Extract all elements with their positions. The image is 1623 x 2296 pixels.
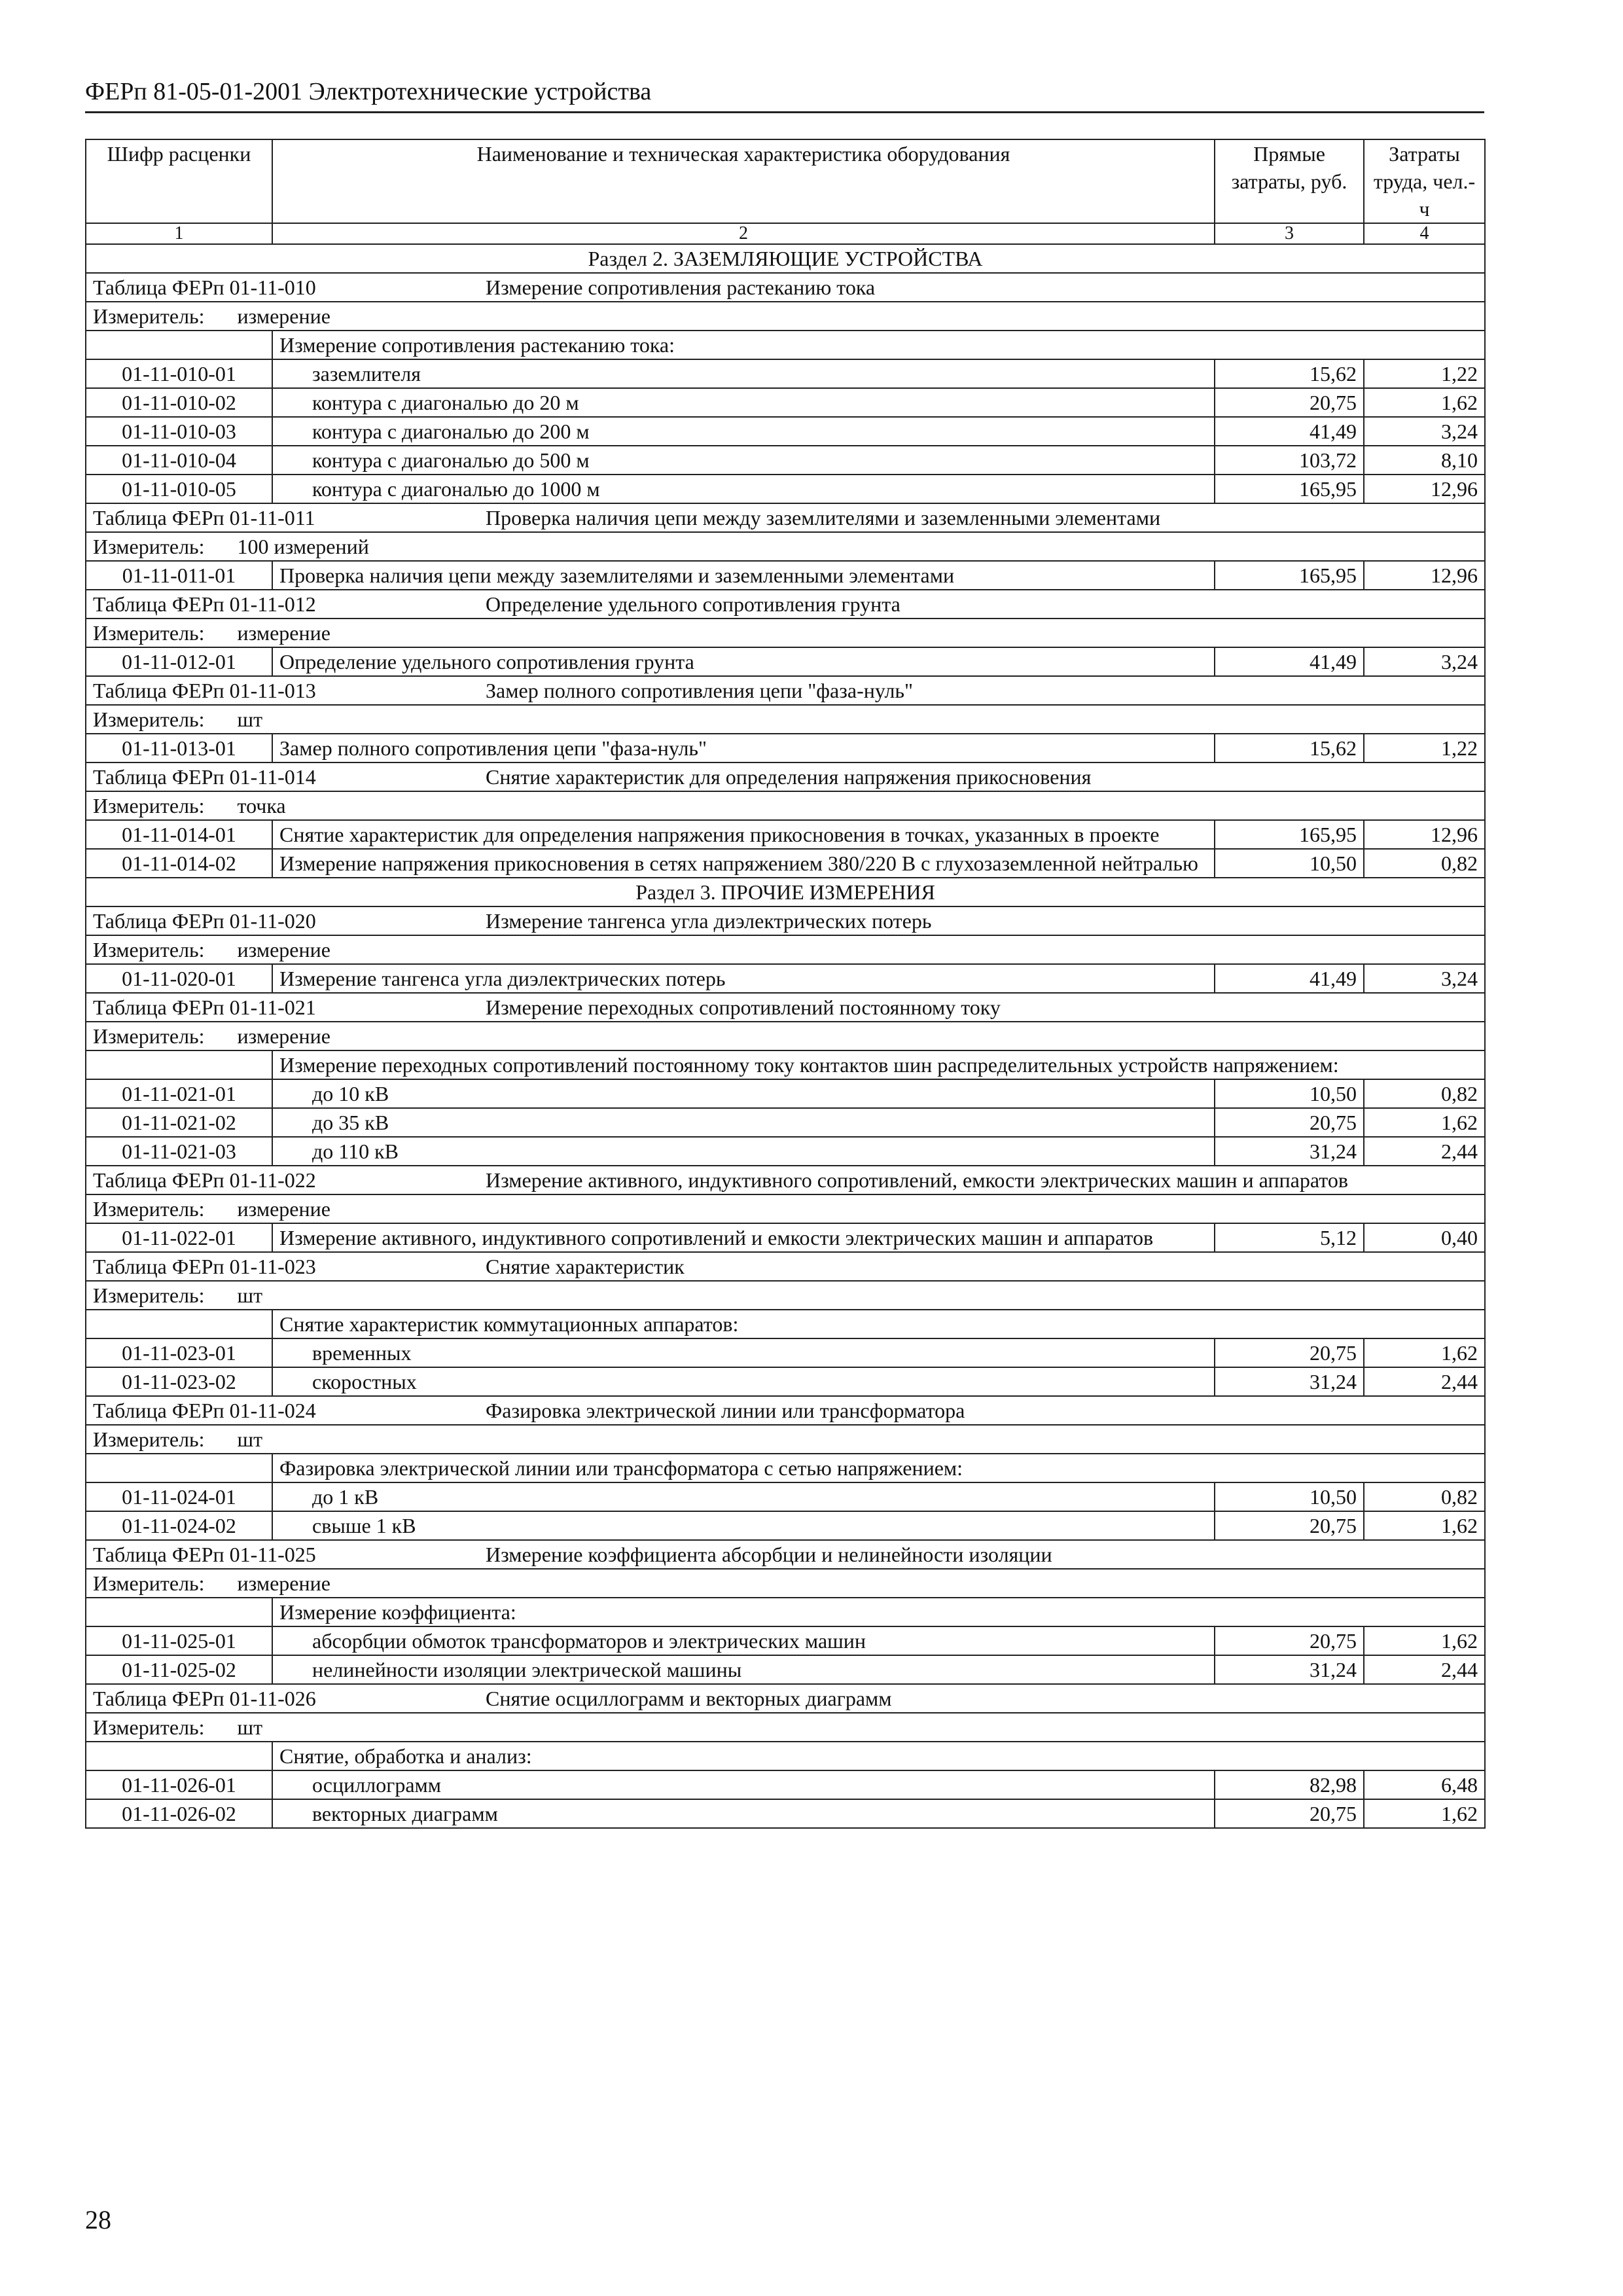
direct-cost: 165,95 [1215,475,1364,503]
table-title [86,762,1485,791]
table-title [86,1540,1485,1569]
measure-label: Измеритель: [93,304,205,328]
table-row [86,1770,1485,1799]
measure-cell [86,705,1485,734]
direct-cost: 10,50 [1215,1482,1364,1511]
table-title [86,1252,1485,1281]
group-text: Измерение сопротивления растеканию тока: [272,331,1485,359]
group-text: Снятие характеристик коммутационных аппаратов: [272,1310,1485,1338]
group-code-cell [86,1454,272,1482]
rate-description: Определение удельного сопротивления грунта [272,647,1215,676]
labor-cost: 3,24 [1364,417,1485,446]
rate-code: 01-11-023-02 [86,1367,272,1396]
measure-value: измерение [237,938,330,961]
table-row [86,561,1485,590]
measure-value: измерение [237,1571,330,1595]
rate-description: до 1 кВ [272,1482,1215,1511]
rate-code: 01-11-011-01 [86,561,272,590]
measure-value: измерение [237,1024,330,1048]
measure-label: Измеритель: [93,1024,205,1048]
group-text: Измерение коэффициента: [272,1598,1485,1626]
table-title-name: Фазировка электрической линии или трансформатора [486,1399,965,1422]
group-text: Снятие, обработка и анализ: [272,1742,1485,1770]
table-title-row [86,273,1485,302]
group-text: Фазировка электрической линии или трансформатора с сетью напряжением: [272,1454,1485,1482]
labor-cost: 0,40 [1364,1223,1485,1252]
rate-description: свыше 1 кВ [272,1511,1215,1540]
col-header-code: Шифр расценки [86,139,272,223]
rate-code: 01-11-023-01 [86,1338,272,1367]
measure-row [86,302,1485,331]
measure-row [86,1194,1485,1223]
table-row [86,1626,1485,1655]
rate-code: 01-11-010-03 [86,417,272,446]
rate-code: 01-11-021-01 [86,1079,272,1108]
rate-code: 01-11-010-02 [86,388,272,417]
labor-cost: 0,82 [1364,1079,1485,1108]
labor-cost: 0,82 [1364,1482,1485,1511]
rate-description: до 35 кВ [272,1108,1215,1137]
table-row [86,1223,1485,1252]
measure-label: Измеритель: [93,1197,205,1221]
col-number: 1 [86,223,272,244]
table-title-code: Таблица ФЕРп 01-11-025 [93,1543,316,1566]
rate-code: 01-11-010-04 [86,446,272,475]
section-heading: Раздел 2. ЗАЗЕМЛЯЮЩИЕ УСТРОЙСТВА [86,244,1485,273]
labor-cost: 1,62 [1364,1108,1485,1137]
measure-cell [86,619,1485,647]
measure-cell [86,1194,1485,1223]
table-row [86,388,1485,417]
labor-cost: 1,62 [1364,1511,1485,1540]
direct-cost: 82,98 [1215,1770,1364,1799]
rate-description: Проверка наличия цепи между заземлителями и заземленными элементами [272,561,1215,590]
table-title-row [86,906,1485,935]
table-title-name: Замер полного сопротивления цепи "фаза-нуль" [486,679,914,702]
table-title [86,1396,1485,1425]
table-title-row [86,1166,1485,1194]
measure-label: Измеритель: [93,1283,205,1307]
direct-cost: 20,75 [1215,1799,1364,1828]
table-row [86,1511,1485,1540]
direct-cost: 20,75 [1215,1108,1364,1137]
table-title-row [86,590,1485,619]
table-row [86,734,1485,762]
measure-value: шт [237,1427,263,1451]
table-title-code: Таблица ФЕРп 01-11-026 [93,1687,316,1710]
table-title-row [86,762,1485,791]
direct-cost: 103,72 [1215,446,1364,475]
table-title-code: Таблица ФЕРп 01-11-012 [93,592,316,616]
measure-row [86,1425,1485,1454]
direct-cost: 41,49 [1215,417,1364,446]
measure-cell [86,1569,1485,1598]
table-title-code: Таблица ФЕРп 01-11-011 [93,506,315,529]
rate-description: векторных диаграмм [272,1799,1215,1828]
table-title-name: Определение удельного сопротивления грунта [486,592,901,616]
rate-description: Снятие характеристик для определения напряжения прикосновения в точках, указанных в проекте [272,820,1215,849]
table-row [86,1079,1485,1108]
direct-cost: 20,75 [1215,388,1364,417]
table-row [86,417,1485,446]
table-body [86,244,1485,1828]
rate-description: заземлителя [272,359,1215,388]
labor-cost: 1,22 [1364,359,1485,388]
table-row [86,1108,1485,1137]
col-number: 3 [1215,223,1364,244]
rate-code: 01-11-010-05 [86,475,272,503]
rate-code: 01-11-024-02 [86,1511,272,1540]
rate-code: 01-11-013-01 [86,734,272,762]
labor-cost: 1,62 [1364,1626,1485,1655]
rate-description: Измерение напряжения прикосновения в сетях напряжением 380/220 В с глухозаземленной нейтралью [272,849,1215,878]
table-row [86,1338,1485,1367]
table-title-row [86,993,1485,1022]
table-title [86,273,1485,302]
group-row [86,1050,1485,1079]
table-title [86,590,1485,619]
rate-description: до 10 кВ [272,1079,1215,1108]
table-row [86,820,1485,849]
measure-cell [86,532,1485,561]
measure-row [86,532,1485,561]
measure-row [86,1022,1485,1050]
table-title-name: Измерение активного, индуктивного сопротивлений, емкости электрических машин и аппаратов [486,1168,1348,1192]
table-title [86,1684,1485,1713]
col-header-labor: Затраты труда, чел.-ч [1364,139,1485,223]
measure-label: Измеритель: [93,1571,205,1595]
rate-code: 01-11-025-02 [86,1655,272,1684]
table-title-code: Таблица ФЕРп 01-11-010 [93,276,316,299]
table-row [86,1799,1485,1828]
table-title-code: Таблица ФЕРп 01-11-013 [93,679,316,702]
table-row [86,647,1485,676]
direct-cost: 20,75 [1215,1338,1364,1367]
measure-value: измерение [237,304,330,328]
direct-cost: 31,24 [1215,1137,1364,1166]
measure-value: 100 измерений [237,535,369,558]
measure-label: Измеритель: [93,938,205,961]
labor-cost: 0,82 [1364,849,1485,878]
rate-description: абсорбции обмоток трансформаторов и электрических машин [272,1626,1215,1655]
measure-cell [86,791,1485,820]
rate-description: временных [272,1338,1215,1367]
rate-description: контура с диагональю до 20 м [272,388,1215,417]
rate-description: контура с диагональю до 1000 м [272,475,1215,503]
rate-code: 01-11-022-01 [86,1223,272,1252]
rate-code: 01-11-014-01 [86,820,272,849]
group-code-cell [86,1598,272,1626]
labor-cost: 12,96 [1364,561,1485,590]
measure-value: измерение [237,621,330,645]
table-title-row [86,676,1485,705]
direct-cost: 5,12 [1215,1223,1364,1252]
measure-value: шт [237,1283,263,1307]
table-title [86,676,1485,705]
table-row [86,964,1485,993]
table-title-name: Снятие осциллограмм и векторных диаграмм [486,1687,892,1710]
measure-row [86,1569,1485,1598]
rate-description: осциллограмм [272,1770,1215,1799]
labor-cost: 12,96 [1364,475,1485,503]
page-number: 28 [85,2205,111,2234]
column-numbers [86,223,1485,244]
table-title-row [86,1540,1485,1569]
direct-cost: 15,62 [1215,734,1364,762]
measure-label: Измеритель: [93,535,205,558]
rate-code: 01-11-024-01 [86,1482,272,1511]
measure-cell [86,1022,1485,1050]
direct-cost: 165,95 [1215,820,1364,849]
direct-cost: 20,75 [1215,1626,1364,1655]
rate-code: 01-11-010-01 [86,359,272,388]
labor-cost: 1,62 [1364,388,1485,417]
measure-row [86,619,1485,647]
measure-label: Измеритель: [93,708,205,731]
rate-code: 01-11-014-02 [86,849,272,878]
col-number: 2 [272,223,1215,244]
table-title-code: Таблица ФЕРп 01-11-020 [93,909,316,933]
rate-code: 01-11-026-02 [86,1799,272,1828]
labor-cost: 6,48 [1364,1770,1485,1799]
col-number: 4 [1364,223,1485,244]
rate-code: 01-11-026-01 [86,1770,272,1799]
section-heading: Раздел 3. ПРОЧИЕ ИЗМЕРЕНИЯ [86,878,1485,906]
table-title-row [86,1396,1485,1425]
direct-cost: 10,50 [1215,1079,1364,1108]
price-table [85,139,1486,1829]
labor-cost: 12,96 [1364,820,1485,849]
table-title-name: Измерение тангенса угла диэлектрических потерь [486,909,932,933]
col-header-direct: Прямые затраты, руб. [1215,139,1364,223]
direct-cost: 165,95 [1215,561,1364,590]
direct-cost: 10,50 [1215,849,1364,878]
rate-code: 01-11-020-01 [86,964,272,993]
direct-cost: 41,49 [1215,964,1364,993]
measure-row [86,1713,1485,1742]
section-row [86,878,1485,906]
rate-code: 01-11-012-01 [86,647,272,676]
page-header: ФЕРп 81-05-01-2001 Электротехнические устройства [85,77,1484,113]
labor-cost: 3,24 [1364,647,1485,676]
column-headers [86,139,1485,223]
labor-cost: 1,62 [1364,1799,1485,1828]
labor-cost: 2,44 [1364,1367,1485,1396]
table-row [86,446,1485,475]
rate-code: 01-11-025-01 [86,1626,272,1655]
measure-value: измерение [237,1197,330,1221]
measure-cell [86,1281,1485,1310]
direct-cost: 20,75 [1215,1511,1364,1540]
direct-cost: 31,24 [1215,1367,1364,1396]
rate-description: Замер полного сопротивления цепи "фаза-нуль" [272,734,1215,762]
rate-description: Измерение тангенса угла диэлектрических потерь [272,964,1215,993]
table-title-row [86,1684,1485,1713]
labor-cost: 8,10 [1364,446,1485,475]
measure-cell [86,935,1485,964]
labor-cost: 1,62 [1364,1338,1485,1367]
table-title-code: Таблица ФЕРп 01-11-022 [93,1168,316,1192]
group-code-cell [86,1050,272,1079]
table-title-name: Измерение коэффициента абсорбции и нелинейности изоляции [486,1543,1052,1566]
labor-cost: 2,44 [1364,1655,1485,1684]
section-row [86,244,1485,273]
table-title-code: Таблица ФЕРп 01-11-023 [93,1255,316,1278]
measure-row [86,935,1485,964]
rate-code: 01-11-021-03 [86,1137,272,1166]
table-row [86,475,1485,503]
table-title [86,906,1485,935]
table-title-name: Снятие характеристик [486,1255,685,1278]
rate-description: контура с диагональю до 500 м [272,446,1215,475]
table-row [86,1482,1485,1511]
rate-code: 01-11-021-02 [86,1108,272,1137]
rate-description: скоростных [272,1367,1215,1396]
measure-cell [86,302,1485,331]
table-row [86,849,1485,878]
measure-label: Измеритель: [93,1427,205,1451]
table-title-code: Таблица ФЕРп 01-11-024 [93,1399,316,1422]
labor-cost: 1,22 [1364,734,1485,762]
table-title [86,1166,1485,1194]
group-row [86,1742,1485,1770]
col-header-name: Наименование и техническая характеристика оборудования [272,139,1215,223]
measure-value: точка [237,794,286,817]
labor-cost: 3,24 [1364,964,1485,993]
rate-description: нелинейности изоляции электрической машины [272,1655,1215,1684]
rate-description: контура с диагональю до 200 м [272,417,1215,446]
group-code-cell [86,1742,272,1770]
table-title [86,503,1485,532]
direct-cost: 41,49 [1215,647,1364,676]
table-title-code: Таблица ФЕРп 01-11-014 [93,765,316,789]
direct-cost: 15,62 [1215,359,1364,388]
table-title [86,993,1485,1022]
group-text: Измерение переходных сопротивлений постоянному току контактов шин распределительных устройств напряжением: [272,1050,1485,1079]
group-row [86,1310,1485,1338]
measure-value: шт [237,708,263,731]
measure-row [86,791,1485,820]
table-row [86,1655,1485,1684]
labor-cost: 2,44 [1364,1137,1485,1166]
group-code-cell [86,1310,272,1338]
measure-row [86,1281,1485,1310]
group-row [86,331,1485,359]
table-row [86,1137,1485,1166]
measure-value: шт [237,1715,263,1739]
table-row [86,359,1485,388]
table-title-code: Таблица ФЕРп 01-11-021 [93,996,316,1019]
rate-description: до 110 кВ [272,1137,1215,1166]
table-title-row [86,503,1485,532]
measure-label: Измеритель: [93,794,205,817]
table-title-name: Измерение переходных сопротивлений постоянному току [486,996,1001,1019]
measure-cell [86,1425,1485,1454]
table-title-name: Снятие характеристик для определения напряжения прикосновения [486,765,1092,789]
measure-label: Измеритель: [93,621,205,645]
group-row [86,1454,1485,1482]
measure-cell [86,1713,1485,1742]
rate-description: Измерение активного, индуктивного сопротивлений и емкости электрических машин и аппаратов [272,1223,1215,1252]
measure-label: Измеритель: [93,1715,205,1739]
direct-cost: 31,24 [1215,1655,1364,1684]
table-title-name: Проверка наличия цепи между заземлителями и заземленными элементами [486,506,1161,529]
table-title-name: Измерение сопротивления растеканию тока [486,276,876,299]
table-title-row [86,1252,1485,1281]
measure-row [86,705,1485,734]
group-code-cell [86,331,272,359]
table-row [86,1367,1485,1396]
group-row [86,1598,1485,1626]
